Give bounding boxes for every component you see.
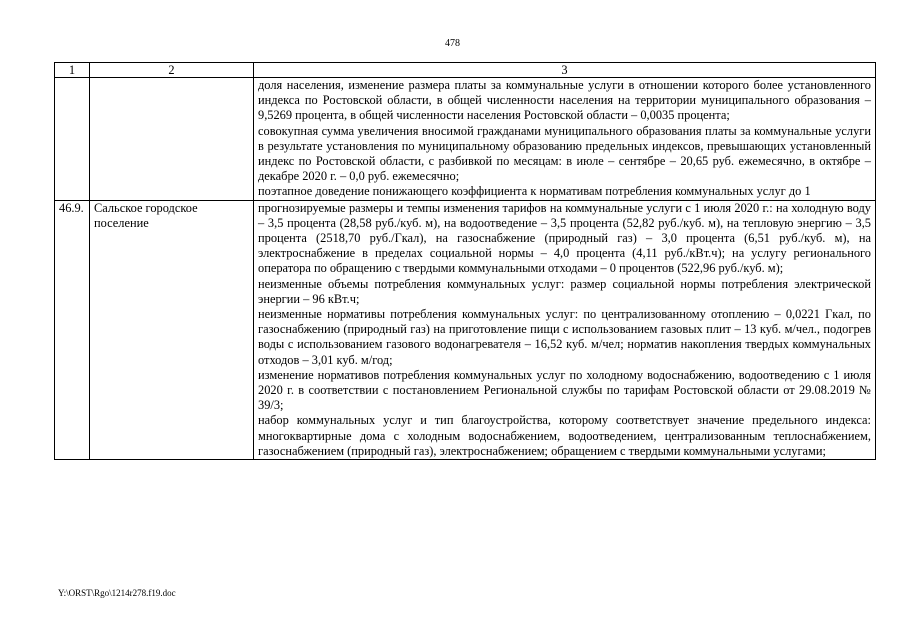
paragraph: неизменные нормативы потребления коммунальных услуг: по централизованному отоплению – 0,0221 Гкал, по газоснабжению (природный газ) на приготовление пищи с использованием газовых плит – 13 куб. м/чел., подогрев воды с использованием газового водонагревателя – 16,52 куб. м/чел; норматив накопления твердых коммунальных отходов – 3,01 куб. м/год; — [258, 307, 871, 367]
table-row-continued — [55, 78, 876, 201]
footer-file-path: Y:\ORST\Rgo\1214r278.f19.doc — [58, 588, 176, 598]
paragraph: изменение нормативов потребления коммунальных услуг по холодному водоснабжению, водоотведению с 1 июля 2020 г. в соответствии с постановлением Региональной службы по тарифам Ростовской области от 29.08.2019 № 39/3; — [258, 367, 871, 413]
table-row-46-9 — [55, 200, 876, 459]
paragraph: неизменные объемы потребления коммунальных услуг: размер социальной нормы потребления электрической энергии – 96 кВт.ч; — [258, 276, 871, 306]
paragraph: совокупная сумма увеличения вносимой гражданами муниципального образования платы за коммунальные услуги в результате установления по муниципальному образованию предельных индексов, превышающих установленный индекс по Ростовской области, с разбивкой по месяцам: в июле – сентябре – 20,65 руб. ежемесячно, в октябре – декабре 2020 г. – 0,0 руб. ежемесячно; — [258, 123, 871, 184]
row-text-cell — [254, 200, 876, 459]
paragraph: поэтапное доведение понижающего коэффициента к нормативам потребления коммунальных услуг до 1 — [258, 184, 811, 199]
document-table — [54, 62, 876, 460]
row-number-cell: 46.9. — [55, 200, 90, 459]
column-header-1: 1 — [55, 63, 90, 78]
paragraph: прогнозируемые размеры и темпы изменения тарифов на коммунальные услуги с 1 июля 2020 г.: на холодную воду – 3,5 процента (28,58 руб./куб. м), на водоотведение – 3,5 процента (52,82 руб./куб. м), на тепловую энергию – 3,5 процента (2518,70 руб./Гкал), на газоснабжение (природный газ) – 3,0 процента (6,51 руб./куб. м), на электроснабжение в пределах социальной нормы – 4,0 процента (4,11 руб./кВт.ч); на услугу регионального оператора по обращению с твердыми коммунальными отходами – 0 процентов (522,96 руб./куб. м); — [258, 200, 871, 276]
column-header-3: 3 — [254, 63, 876, 78]
column-header-2: 2 — [90, 63, 254, 78]
table-header-row — [55, 63, 876, 78]
row-number-cell — [55, 78, 90, 201]
row-text-cell — [254, 78, 876, 201]
row-name-cell: Сальское городское поселение — [90, 200, 254, 459]
row-name-cell — [90, 78, 254, 201]
paragraph: набор коммунальных услуг и тип благоустройства, которому соответствует значение предельного индекса: многоквартирные дома с холодным водоснабжением, водоотведением, централизованным теплоснабжением, газоснабжением (природный газ), электроснабжением; обращением с твердыми коммунальными услугами; — [258, 413, 871, 458]
paragraph: доля населения, изменение размера платы за коммунальные услуги в отношении которого более установленного индекса по Ростовской области, в общей численности населения на территории муниципального образования – 9,5269 процента, в общей численности населения Ростовской области – 0,0035 процента; — [258, 78, 871, 123]
page-number: 478 — [445, 38, 460, 49]
